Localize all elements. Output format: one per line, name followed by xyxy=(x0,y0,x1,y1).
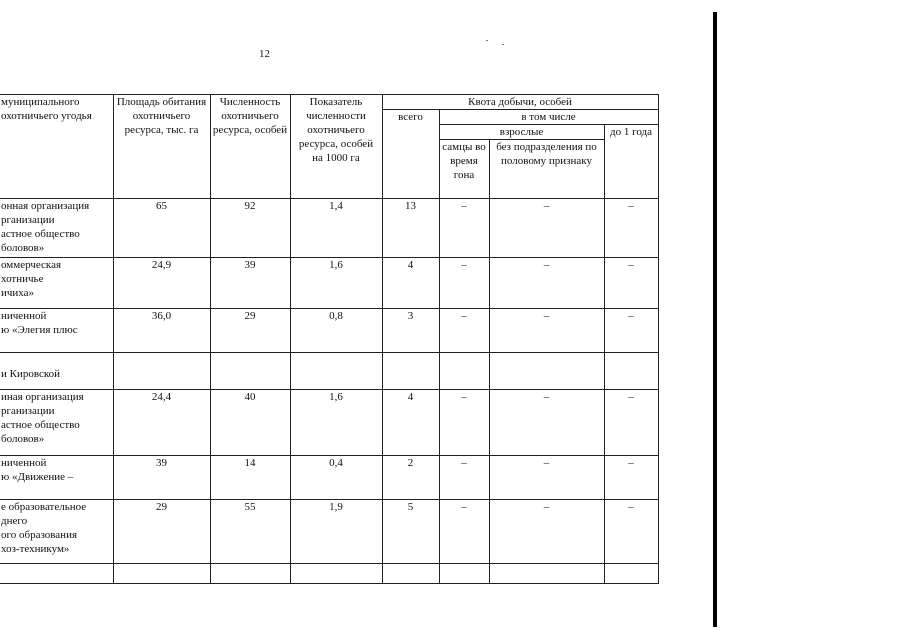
cell-density: 1,4 xyxy=(290,199,382,258)
cell-count: 39 xyxy=(210,258,290,309)
cell-quota-total: 13 xyxy=(382,199,439,258)
cell-density: 0,8 xyxy=(290,309,382,353)
cell-males-rut: – xyxy=(439,199,489,258)
cell-no-sex-division: – xyxy=(489,258,604,309)
cell-hunting-ground: онная организация рганизации астное общество боловов» xyxy=(0,199,113,258)
cell-no-sex-division: – xyxy=(489,309,604,353)
cell-males-rut xyxy=(439,353,489,390)
header-adults: взрослые xyxy=(439,125,604,140)
cell-density: 1,9 xyxy=(290,500,382,564)
cell-quota-total: 4 xyxy=(382,258,439,309)
table-row xyxy=(0,500,658,564)
cell-density: 1,6 xyxy=(290,390,382,456)
cell-under-one-year xyxy=(604,564,658,584)
table-row xyxy=(0,353,658,390)
cell-under-one-year: – xyxy=(604,500,658,564)
header-hunting-ground: муниципального охотничьего угодья xyxy=(0,95,113,199)
cell-hunting-ground xyxy=(0,564,113,584)
header-no-sex-division: без подразделения по половому признаку xyxy=(489,140,604,199)
table-row xyxy=(0,258,658,309)
cell-count: 14 xyxy=(210,456,290,500)
cell-quota-total: 4 xyxy=(382,390,439,456)
cell-males-rut: – xyxy=(439,500,489,564)
scan-edge-line xyxy=(713,12,717,627)
header-males-during-rut: самцы во время гона xyxy=(439,140,489,199)
cell-no-sex-division: – xyxy=(489,390,604,456)
header-density-indicator: Показатель численности охотничьего ресурса, особей на 1000 га xyxy=(290,95,382,199)
cell-area: 39 xyxy=(113,456,210,500)
scan-speck xyxy=(486,40,488,41)
hunting-quota-table xyxy=(0,94,659,584)
table-row xyxy=(0,199,658,258)
cell-area xyxy=(113,353,210,390)
cell-under-one-year: – xyxy=(604,390,658,456)
cell-hunting-ground: е образовательное днего ого образования хоз-техникум» xyxy=(0,500,113,564)
cell-hunting-ground: ниченной ю «Движение – xyxy=(0,456,113,500)
cell-quota-total: 3 xyxy=(382,309,439,353)
cell-area: 29 xyxy=(113,500,210,564)
cell-count: 40 xyxy=(210,390,290,456)
cell-under-one-year xyxy=(604,353,658,390)
page-number: 12 xyxy=(259,48,270,60)
cell-quota-total: 5 xyxy=(382,500,439,564)
cell-count: 29 xyxy=(210,309,290,353)
cell-count: 55 xyxy=(210,500,290,564)
cell-density xyxy=(290,564,382,584)
cell-hunting-ground: иная организация рганизации астное общество боловов» xyxy=(0,390,113,456)
cell-density: 1,6 xyxy=(290,258,382,309)
table-row xyxy=(0,564,658,584)
header-resource-count: Численность охотничьего ресурса, особей xyxy=(210,95,290,199)
cell-no-sex-division: – xyxy=(489,456,604,500)
cell-under-one-year: – xyxy=(604,199,658,258)
header-habitat-area: Площадь обитания охотничьего ресурса, тыс. га xyxy=(113,95,210,199)
cell-quota-total xyxy=(382,564,439,584)
cell-count xyxy=(210,353,290,390)
cell-hunting-ground: оммерческая хотничье ичиха» xyxy=(0,258,113,309)
cell-count: 92 xyxy=(210,199,290,258)
table-row xyxy=(0,456,658,500)
cell-no-sex-division: – xyxy=(489,500,604,564)
scan-speck xyxy=(502,44,504,45)
cell-area: 36,0 xyxy=(113,309,210,353)
cell-males-rut: – xyxy=(439,258,489,309)
table-row xyxy=(0,309,658,353)
cell-area xyxy=(113,564,210,584)
cell-quota-total xyxy=(382,353,439,390)
table-row xyxy=(0,390,658,456)
cell-area: 24,9 xyxy=(113,258,210,309)
cell-hunting-ground: ниченной ю «Элегия плюс xyxy=(0,309,113,353)
cell-area: 65 xyxy=(113,199,210,258)
cell-area: 24,4 xyxy=(113,390,210,456)
cell-hunting-ground: и Кировской xyxy=(0,353,113,390)
cell-no-sex-division xyxy=(489,353,604,390)
cell-males-rut: – xyxy=(439,390,489,456)
cell-density: 0,4 xyxy=(290,456,382,500)
header-under-one-year: до 1 года xyxy=(604,125,658,199)
cell-males-rut: – xyxy=(439,456,489,500)
cell-density xyxy=(290,353,382,390)
cell-no-sex-division xyxy=(489,564,604,584)
cell-count xyxy=(210,564,290,584)
header-including: в том числе xyxy=(439,110,658,125)
cell-males-rut xyxy=(439,564,489,584)
cell-quota-total: 2 xyxy=(382,456,439,500)
header-harvest-quota: Квота добычи, особей xyxy=(382,95,658,110)
cell-under-one-year: – xyxy=(604,258,658,309)
header-total: всего xyxy=(382,110,439,199)
cell-no-sex-division: – xyxy=(489,199,604,258)
cell-under-one-year: – xyxy=(604,309,658,353)
cell-males-rut: – xyxy=(439,309,489,353)
cell-under-one-year: – xyxy=(604,456,658,500)
